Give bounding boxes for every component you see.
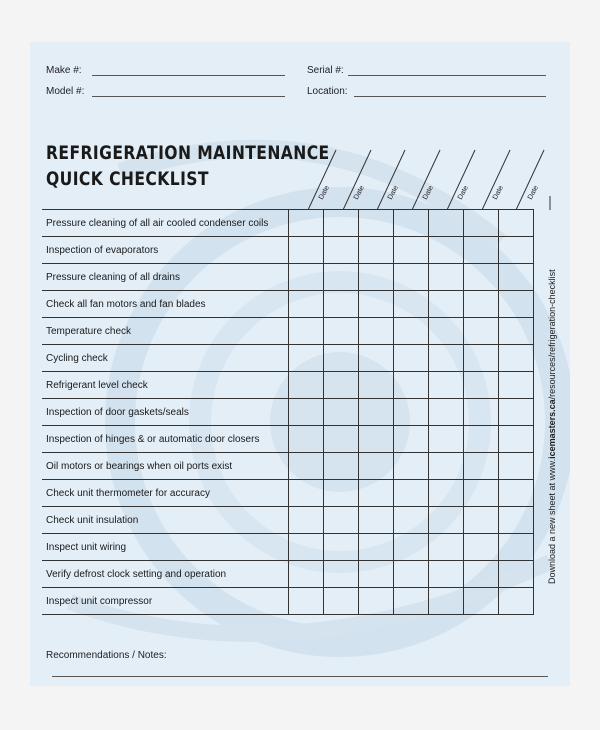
checkbox-cell[interactable] [464,507,499,534]
serial-label: Serial #: [307,65,344,76]
checkbox-cell[interactable] [464,588,499,615]
checkbox-cell[interactable] [429,480,464,507]
checkbox-cell[interactable] [464,345,499,372]
checkbox-cell[interactable] [359,480,394,507]
checkbox-cell[interactable] [499,264,534,291]
checklist-item-label: Verify defrost clock setting and operation [42,561,289,588]
checkbox-cell[interactable] [429,507,464,534]
date-column-label: Date [491,184,505,201]
checkbox-cell[interactable] [359,426,394,453]
checkbox-cell[interactable] [429,345,464,372]
date-column-label: Date [421,184,435,201]
model-field[interactable] [92,96,285,97]
checkbox-cell[interactable] [429,210,464,237]
checkbox-cell[interactable] [464,399,499,426]
checkbox-cell[interactable] [359,372,394,399]
date-column-label: Date [456,184,470,201]
checkbox-cell[interactable] [499,480,534,507]
checkbox-cell[interactable] [429,318,464,345]
checkbox-cell[interactable] [324,561,359,588]
checkbox-cell[interactable] [359,561,394,588]
checkbox-cell[interactable] [324,237,359,264]
checkbox-cell[interactable] [464,291,499,318]
checkbox-cell[interactable] [324,264,359,291]
checkbox-cell[interactable] [359,453,394,480]
checkbox-cell[interactable] [394,210,429,237]
checkbox-cell[interactable] [429,426,464,453]
checklist-item-label: Pressure cleaning of all air cooled condenser coils [42,210,289,237]
checklist-item-label: Inspection of door gaskets/seals [42,399,289,426]
checkbox-cell[interactable] [429,372,464,399]
checkbox-cell[interactable] [464,426,499,453]
download-note-brand[interactable]: icemasters.ca [547,399,557,459]
checkbox-cell[interactable] [394,291,429,318]
model-label: Model #: [46,86,85,97]
checkbox-cell[interactable] [464,534,499,561]
checkbox-cell[interactable] [394,372,429,399]
checkbox-cell[interactable] [359,588,394,615]
download-note-suffix: /resources/refrigeration-checklist [547,269,557,400]
download-note [547,269,557,584]
checkbox-cell[interactable] [394,561,429,588]
checklist-item-label: Inspection of evaporators [42,237,289,264]
checkbox-cell[interactable] [499,588,534,615]
checklist-table [42,209,534,615]
location-label: Location: [307,86,348,97]
checkbox-cell[interactable] [499,426,534,453]
date-column-label: Date [386,184,400,201]
checkbox-cell[interactable] [499,210,534,237]
checkbox-cell[interactable] [429,291,464,318]
title-line-1: REFRIGERATION MAINTENANCE [46,142,330,164]
checkbox-cell[interactable] [324,534,359,561]
date-header [30,162,570,212]
checklist-item-label: Inspect unit compressor [42,588,289,615]
checkbox-cell[interactable] [499,507,534,534]
table-row [42,291,534,318]
checkbox-cell[interactable] [499,561,534,588]
table-row [42,345,534,372]
checkbox-cell[interactable] [394,345,429,372]
download-note-prefix: Download a new sheet at www. [547,458,557,584]
checkbox-cell[interactable] [429,588,464,615]
checkbox-cell[interactable] [289,480,324,507]
checkbox-cell[interactable] [359,264,394,291]
checkbox-cell[interactable] [394,426,429,453]
checkbox-cell[interactable] [359,291,394,318]
checkbox-cell[interactable] [499,318,534,345]
checkbox-cell[interactable] [394,507,429,534]
checklist-item-label: Inspection of hinges & or automatic door closers [42,426,289,453]
checkbox-cell[interactable] [429,399,464,426]
checkbox-cell[interactable] [464,372,499,399]
checkbox-cell[interactable] [289,291,324,318]
date-column-label: Date [526,184,540,201]
checkbox-cell[interactable] [289,507,324,534]
checkbox-cell[interactable] [289,345,324,372]
checklist-item-label: Oil motors or bearings when oil ports exist [42,453,289,480]
checkbox-cell[interactable] [289,264,324,291]
checkbox-cell[interactable] [324,372,359,399]
notes-label: Recommendations / Notes: [46,650,167,661]
table-row [42,318,534,345]
checkbox-cell[interactable] [429,534,464,561]
checklist-sheet [30,42,570,686]
table-row [42,561,534,588]
checkbox-cell[interactable] [324,453,359,480]
checkbox-cell[interactable] [359,534,394,561]
checkbox-cell[interactable] [394,237,429,264]
location-field[interactable] [354,96,546,97]
checkbox-cell[interactable] [499,291,534,318]
checkbox-cell[interactable] [499,399,534,426]
checkbox-cell[interactable] [359,237,394,264]
checkbox-cell[interactable] [359,210,394,237]
checkbox-cell[interactable] [324,318,359,345]
checkbox-cell[interactable] [464,210,499,237]
checkbox-cell[interactable] [464,264,499,291]
checkbox-cell[interactable] [289,588,324,615]
checkbox-cell[interactable] [359,318,394,345]
table-row [42,453,534,480]
checkbox-cell[interactable] [499,237,534,264]
checkbox-cell[interactable] [324,291,359,318]
checkbox-cell[interactable] [394,453,429,480]
checkbox-cell[interactable] [394,264,429,291]
checkbox-cell[interactable] [464,453,499,480]
checkbox-cell[interactable] [464,237,499,264]
checklist-item-label: Pressure cleaning of all drains [42,264,289,291]
checkbox-cell[interactable] [499,453,534,480]
checkbox-cell[interactable] [359,345,394,372]
checkbox-cell[interactable] [499,534,534,561]
date-column-label: Date [352,184,366,201]
checkbox-cell[interactable] [289,561,324,588]
table-row [42,237,534,264]
checkbox-cell[interactable] [499,345,534,372]
checkbox-cell[interactable] [394,534,429,561]
checkbox-cell[interactable] [429,453,464,480]
table-row [42,507,534,534]
checkbox-cell[interactable] [289,534,324,561]
checkbox-cell[interactable] [324,345,359,372]
checkbox-cell[interactable] [324,426,359,453]
checkbox-cell[interactable] [394,318,429,345]
table-row [42,588,534,615]
checkbox-cell[interactable] [324,480,359,507]
checklist-item-label: Check unit thermometer for accuracy [42,480,289,507]
checkbox-cell[interactable] [324,210,359,237]
checklist-item-label: Inspect unit wiring [42,534,289,561]
checklist-item-label: Check unit insulation [42,507,289,534]
checklist-item-label: Refrigerant level check [42,372,289,399]
checkbox-cell[interactable] [464,318,499,345]
checkbox-cell[interactable] [394,588,429,615]
checkbox-cell[interactable] [429,264,464,291]
table-row [42,372,534,399]
date-column-label: Date [317,184,331,201]
notes-field[interactable] [52,676,548,677]
checkbox-cell[interactable] [429,237,464,264]
serial-field[interactable] [348,75,546,76]
make-label: Make #: [46,65,82,76]
checkbox-cell[interactable] [464,480,499,507]
checkbox-cell[interactable] [464,561,499,588]
checkbox-cell[interactable] [429,561,464,588]
checkbox-cell[interactable] [324,507,359,534]
checkbox-cell[interactable] [289,318,324,345]
checklist-item-label: Temperature check [42,318,289,345]
checkbox-cell[interactable] [324,588,359,615]
checkbox-cell[interactable] [359,507,394,534]
checkbox-cell[interactable] [324,399,359,426]
table-row [42,210,534,237]
checkbox-cell[interactable] [289,372,324,399]
table-row [42,426,534,453]
checkbox-cell[interactable] [394,480,429,507]
checkbox-cell[interactable] [394,399,429,426]
checkbox-cell[interactable] [359,399,394,426]
table-row [42,534,534,561]
checkbox-cell[interactable] [499,372,534,399]
checkbox-cell[interactable] [289,210,324,237]
checklist-item-label: Check all fan motors and fan blades [42,291,289,318]
make-field[interactable] [92,75,285,76]
title-line-2: QUICK CHECKLIST [46,168,209,190]
checkbox-cell[interactable] [289,237,324,264]
checklist-item-label: Cycling check [42,345,289,372]
checkbox-cell[interactable] [289,426,324,453]
table-row [42,480,534,507]
table-row [42,399,534,426]
table-row [42,264,534,291]
checkbox-cell[interactable] [289,399,324,426]
checkbox-cell[interactable] [289,453,324,480]
